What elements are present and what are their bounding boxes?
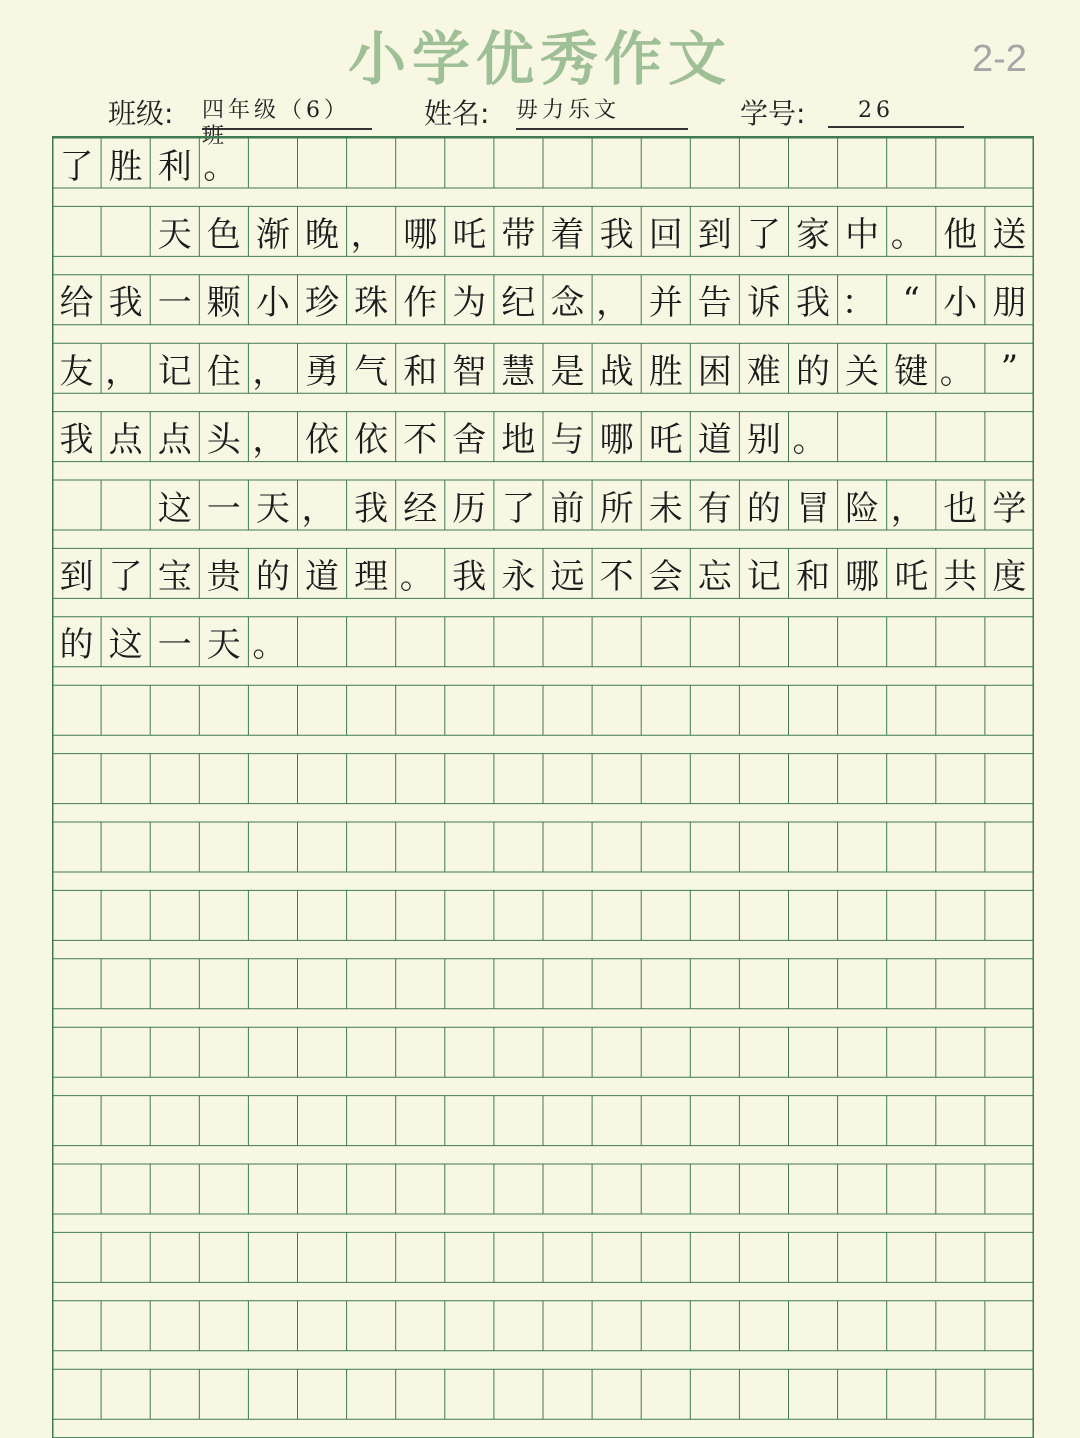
- essay-char: 他: [943, 214, 978, 255]
- essay-char: 与: [550, 420, 585, 461]
- essay-char: 我: [599, 214, 634, 255]
- essay-char: 珍: [305, 283, 339, 324]
- name-label: 姓名:: [424, 97, 490, 130]
- essay-char: 勇: [305, 351, 339, 392]
- essay-char: 了: [59, 146, 94, 187]
- essay-char: 经: [403, 488, 438, 529]
- essay-char: 为: [452, 283, 487, 324]
- essay-char: ，: [596, 283, 631, 324]
- essay-char: 永: [501, 556, 536, 597]
- class-label: 班级:: [108, 97, 174, 130]
- essay-char: 哪: [845, 556, 880, 597]
- essay-char: 渐: [255, 214, 290, 255]
- essay-char: 未: [648, 488, 683, 529]
- essay-char: 。: [203, 146, 238, 187]
- essay-char: 宝: [157, 556, 192, 597]
- essay-char: ，: [301, 488, 336, 529]
- essay-char: 和: [403, 351, 438, 392]
- essay-char: 所: [599, 488, 634, 529]
- essay-char: 前: [550, 488, 585, 529]
- essay-char: 键: [894, 351, 929, 392]
- essay-char: 利: [157, 146, 192, 187]
- student-id-value: 26: [828, 98, 964, 128]
- essay-char: 记: [157, 351, 192, 392]
- essay-char: 也: [943, 488, 978, 529]
- essay-char: 。: [939, 351, 974, 392]
- essay-char: 告: [697, 283, 732, 324]
- essay-char: 我: [354, 488, 389, 529]
- essay-char: 忘: [697, 556, 732, 597]
- class-value: 四年级（6）班: [202, 98, 372, 130]
- essay-char: 是: [550, 351, 585, 392]
- essay-char: 险: [845, 488, 880, 529]
- essay-char: 点: [157, 420, 192, 461]
- essay-char: 吒: [648, 420, 683, 461]
- essay-char: 别: [746, 420, 781, 461]
- essay-char: 我: [108, 283, 143, 324]
- essay-char: 道: [697, 420, 732, 461]
- essay-char: 一: [206, 488, 241, 529]
- essay-char: 远: [550, 556, 585, 597]
- essay-char: 学: [992, 488, 1027, 529]
- essay-char: 地: [501, 420, 536, 461]
- essay-char: “: [902, 279, 920, 320]
- essay-char: 哪: [599, 420, 634, 461]
- essay-char: 点: [108, 420, 143, 461]
- essay-char: 度: [992, 556, 1027, 597]
- writing-grid: [52, 136, 1034, 1438]
- essay-char: 不: [403, 420, 438, 461]
- essay-char: 智: [452, 351, 487, 392]
- essay-char: ：: [841, 283, 876, 324]
- essay-char: 。: [399, 556, 434, 597]
- grid-lines: [52, 136, 1034, 1438]
- essay-char: ”: [1000, 348, 1019, 389]
- essay-char: ，: [252, 351, 287, 392]
- essay-char: 住: [206, 351, 241, 392]
- essay-char: 这: [108, 625, 143, 666]
- essay-char: 天: [206, 625, 241, 666]
- essay-char: 了: [746, 214, 781, 255]
- essay-char: 回: [648, 214, 683, 255]
- essay-char: 友: [59, 351, 94, 392]
- essay-char: 的: [796, 351, 830, 392]
- essay-char: 朋: [992, 283, 1027, 324]
- essay-char: 送: [992, 214, 1027, 255]
- essay-char: ，: [105, 351, 140, 392]
- essay-char: 给: [59, 283, 94, 324]
- essay-char: ，: [890, 488, 925, 529]
- essay-char: 作: [403, 283, 438, 324]
- essay-char: 的: [255, 556, 290, 597]
- essay-char: 困: [697, 351, 732, 392]
- essay-char: 一: [157, 625, 192, 666]
- essay-char: 记: [746, 556, 781, 597]
- essay-char: 色: [206, 214, 241, 255]
- essay-char: 不: [599, 556, 634, 597]
- essay-char: 念: [550, 283, 585, 324]
- essay-char: 吒: [452, 214, 487, 255]
- essay-char: 依: [354, 420, 389, 461]
- essay-char: 天: [157, 214, 192, 255]
- essay-char: 中: [845, 214, 880, 255]
- essay-char: 小: [943, 283, 978, 324]
- essay-char: ，: [350, 214, 385, 255]
- essay-char: 理: [354, 556, 389, 597]
- essay-char: 纪: [501, 283, 536, 324]
- essay-char: 珠: [354, 283, 389, 324]
- essay-char: 我: [452, 556, 487, 597]
- name-value: 毋力乐文: [516, 98, 688, 130]
- essay-char: 。: [252, 625, 287, 666]
- student-id-label: 学号:: [740, 97, 806, 130]
- essay-char: 。: [792, 420, 827, 461]
- essay-char: 家: [796, 214, 830, 255]
- essay-char: 胜: [108, 146, 143, 187]
- essay-char: 这: [157, 488, 192, 529]
- essay-char: 吒: [894, 556, 929, 597]
- essay-char: 颗: [206, 283, 241, 324]
- essay-char: ，: [252, 420, 287, 461]
- essay-char: 我: [796, 283, 830, 324]
- essay-char: 共: [943, 556, 978, 597]
- essay-char: 会: [648, 556, 683, 597]
- essay-char: 了: [501, 488, 536, 529]
- essay-char: 到: [697, 214, 732, 255]
- essay-char: 道: [305, 556, 339, 597]
- essay-char: 冒: [796, 488, 830, 529]
- essay-char: 天: [255, 488, 290, 529]
- essay-char: 带: [501, 214, 536, 255]
- essay-char: 到: [59, 556, 94, 597]
- essay-char: 晚: [305, 214, 339, 255]
- page-number: 2-2: [972, 38, 1027, 80]
- essay-char: 哪: [403, 214, 438, 255]
- essay-char: 难: [746, 351, 781, 392]
- essay-char: 贵: [206, 556, 241, 597]
- essay-char: 依: [305, 420, 339, 461]
- essay-title: 小学优秀作文: [347, 25, 732, 93]
- essay-char: 和: [796, 556, 830, 597]
- essay-char: 的: [59, 625, 94, 666]
- essay-char: 并: [648, 283, 683, 324]
- essay-char: 小: [255, 283, 290, 324]
- essay-char: 气: [354, 351, 389, 392]
- essay-char: 我: [59, 420, 94, 461]
- essay-char: 历: [452, 488, 487, 529]
- essay-char: 头: [206, 420, 241, 461]
- essay-char: 。: [890, 214, 925, 255]
- essay-char: 慧: [501, 351, 536, 392]
- essay-char: 着: [550, 214, 585, 255]
- essay-char: 胜: [648, 351, 683, 392]
- essay-char: 有: [697, 488, 732, 529]
- essay-char: 了: [108, 556, 143, 597]
- essay-char: 诉: [746, 283, 781, 324]
- essay-char: 一: [157, 283, 192, 324]
- essay-char: 舍: [452, 420, 487, 461]
- essay-char: 关: [845, 351, 880, 392]
- essay-char: 的: [746, 488, 781, 529]
- essay-char: 战: [599, 351, 634, 392]
